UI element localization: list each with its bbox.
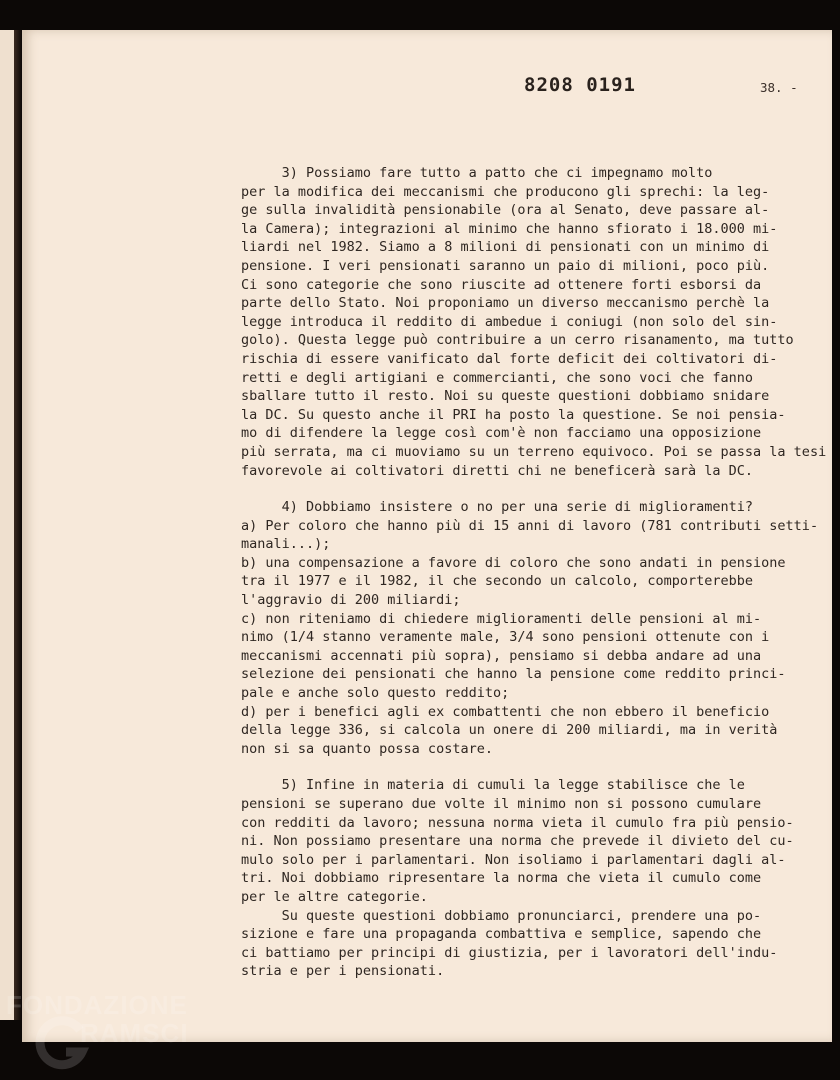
text-line: per le altre categorie. <box>241 888 428 905</box>
text-line: mulo solo per i parlamentari. Non isoliamo i parlamentari dagli al- <box>241 851 786 868</box>
text-line: pensioni se superano due volte il minimo non si possono cumulare <box>241 796 762 812</box>
text-line: 5) Infine in materia di cumuli la legge stabilisce che le <box>241 777 745 794</box>
text-line: mo di difendere la legge così com'è non facciamo una opposizione <box>241 425 762 442</box>
text-line: liardi nel 1982. Siamo a 8 milioni di pensionati con un minimo di <box>241 239 770 256</box>
text-line: sizione e fare una propaganda combattiva e semplice, sapendo che <box>241 926 762 943</box>
text-line: la DC. Su questo anche il PRI ha posto la questione. Se noi pensia- <box>241 406 786 423</box>
paragraph-4 <box>241 498 821 758</box>
watermark-line-1: FONDAZIONE <box>6 990 188 1020</box>
text-line: nimo (1/4 stanno veramente male, 3/4 sono pensioni ottenute con i <box>241 629 770 646</box>
text-line: meccanismi accennati più sopra), pensiamo si debba andare ad una <box>241 647 762 664</box>
text-line: 3) Possiamo fare tutto a patto che ci impegnamo molto <box>241 165 713 181</box>
text-line: manali...); <box>241 536 331 553</box>
text-line: retti e degli artigiani e commercianti, che sono voci che fanno <box>241 369 754 386</box>
text-line: Su queste questioni dobbiamo pronunciarci, prendere una po- <box>241 907 762 924</box>
text-line: pale e anche solo questo reddito; <box>241 685 510 702</box>
text-line: ci battiamo per principi di giustizia, per i lavoratori dell'indu- <box>241 944 778 961</box>
text-line: sballare tutto il resto. Noi su queste questioni dobbiamo snidare <box>241 388 770 405</box>
text-line: c) non riteniamo di chiedere miglioramenti delle pensioni al mi- <box>241 610 762 627</box>
paragraph-3 <box>241 164 827 480</box>
text-line: più serrata, ma ci muoviamo su un terreno equivoco. Poi se passa la tesi <box>241 443 827 460</box>
body-text <box>241 164 827 981</box>
text-line: ni. Non possiamo presentare una norma che prevede il divieto del cu- <box>241 833 794 850</box>
text-line: parte dello Stato. Noi proponiamo un diverso meccanismo perchè la <box>241 295 770 312</box>
text-line: 4) Dobbiamo insistere o no per una serie di miglioramenti? <box>241 499 754 516</box>
text-line: pensione. I veri pensionati saranno un paio di milioni, poco più. <box>241 257 770 274</box>
text-line: selezione dei pensionati che hanno la pensione come reddito princi- <box>241 666 786 683</box>
text-line: ge sulla invalidità pensionabile (ora al Senato, deve passare al- <box>241 202 770 219</box>
text-line: golo). Questa legge può contribuire a un cerro risanamento, ma tutto <box>241 332 794 349</box>
text-line: a) Per coloro che hanno più di 15 anni di lavoro (781 contributi setti- <box>241 517 819 534</box>
page-gutter-shadow <box>14 30 22 1020</box>
text-line: stria e per i pensionati. <box>241 963 445 980</box>
text-line: tra il 1977 e il 1982, il che secondo un calcolo, comporterebbe <box>241 573 754 590</box>
paragraph-gap <box>241 480 821 498</box>
watermark-line-2: RAMSCI <box>80 1018 189 1048</box>
text-line: la Camera); integrazioni al minimo che hanno sfiorato i 18.000 mi- <box>241 220 778 237</box>
adjacent-page-edge <box>0 30 15 1020</box>
text-line: l'aggravio di 200 miliardi; <box>241 592 461 609</box>
text-line: favorevole ai coltivatori diretti chi ne beneficerà sarà la DC. <box>241 462 754 479</box>
text-line: b) una compensazione a favore di coloro che sono andati in pensione <box>241 554 786 571</box>
paragraph-gap <box>241 758 821 776</box>
text-line: d) per i benefici agli ex combattenti che non ebbero il beneficio <box>241 703 770 720</box>
text-line: della legge 336, si calcola un onere di 200 miliardi, ma in verità <box>241 722 778 739</box>
text-line: non si sa quanto possa costare. <box>241 740 493 757</box>
fondazione-gramsci-watermark <box>0 990 220 1080</box>
page-number: 38. - <box>760 80 798 95</box>
text-line: Ci sono categorie che sono riuscite ad ottenere forti esborsi da <box>241 276 762 293</box>
text-line: legge introduca il reddito di ambedue i coniugi (non solo del sin- <box>241 313 778 330</box>
text-line: con redditi da lavoro; nessuna norma vieta il cumulo fra più pensio- <box>241 814 794 831</box>
paragraph-5 <box>241 776 821 981</box>
document-number: 8208 0191 <box>524 74 636 96</box>
text-line: rischia di essere vanificato dal forte deficit dei coltivatori di- <box>241 350 778 367</box>
text-line: tri. Noi dobbiamo ripresentare la norma che vieta il cumulo come <box>241 870 762 887</box>
text-line: per la modifica dei meccanismi che producono gli sprechi: la leg- <box>241 183 770 200</box>
